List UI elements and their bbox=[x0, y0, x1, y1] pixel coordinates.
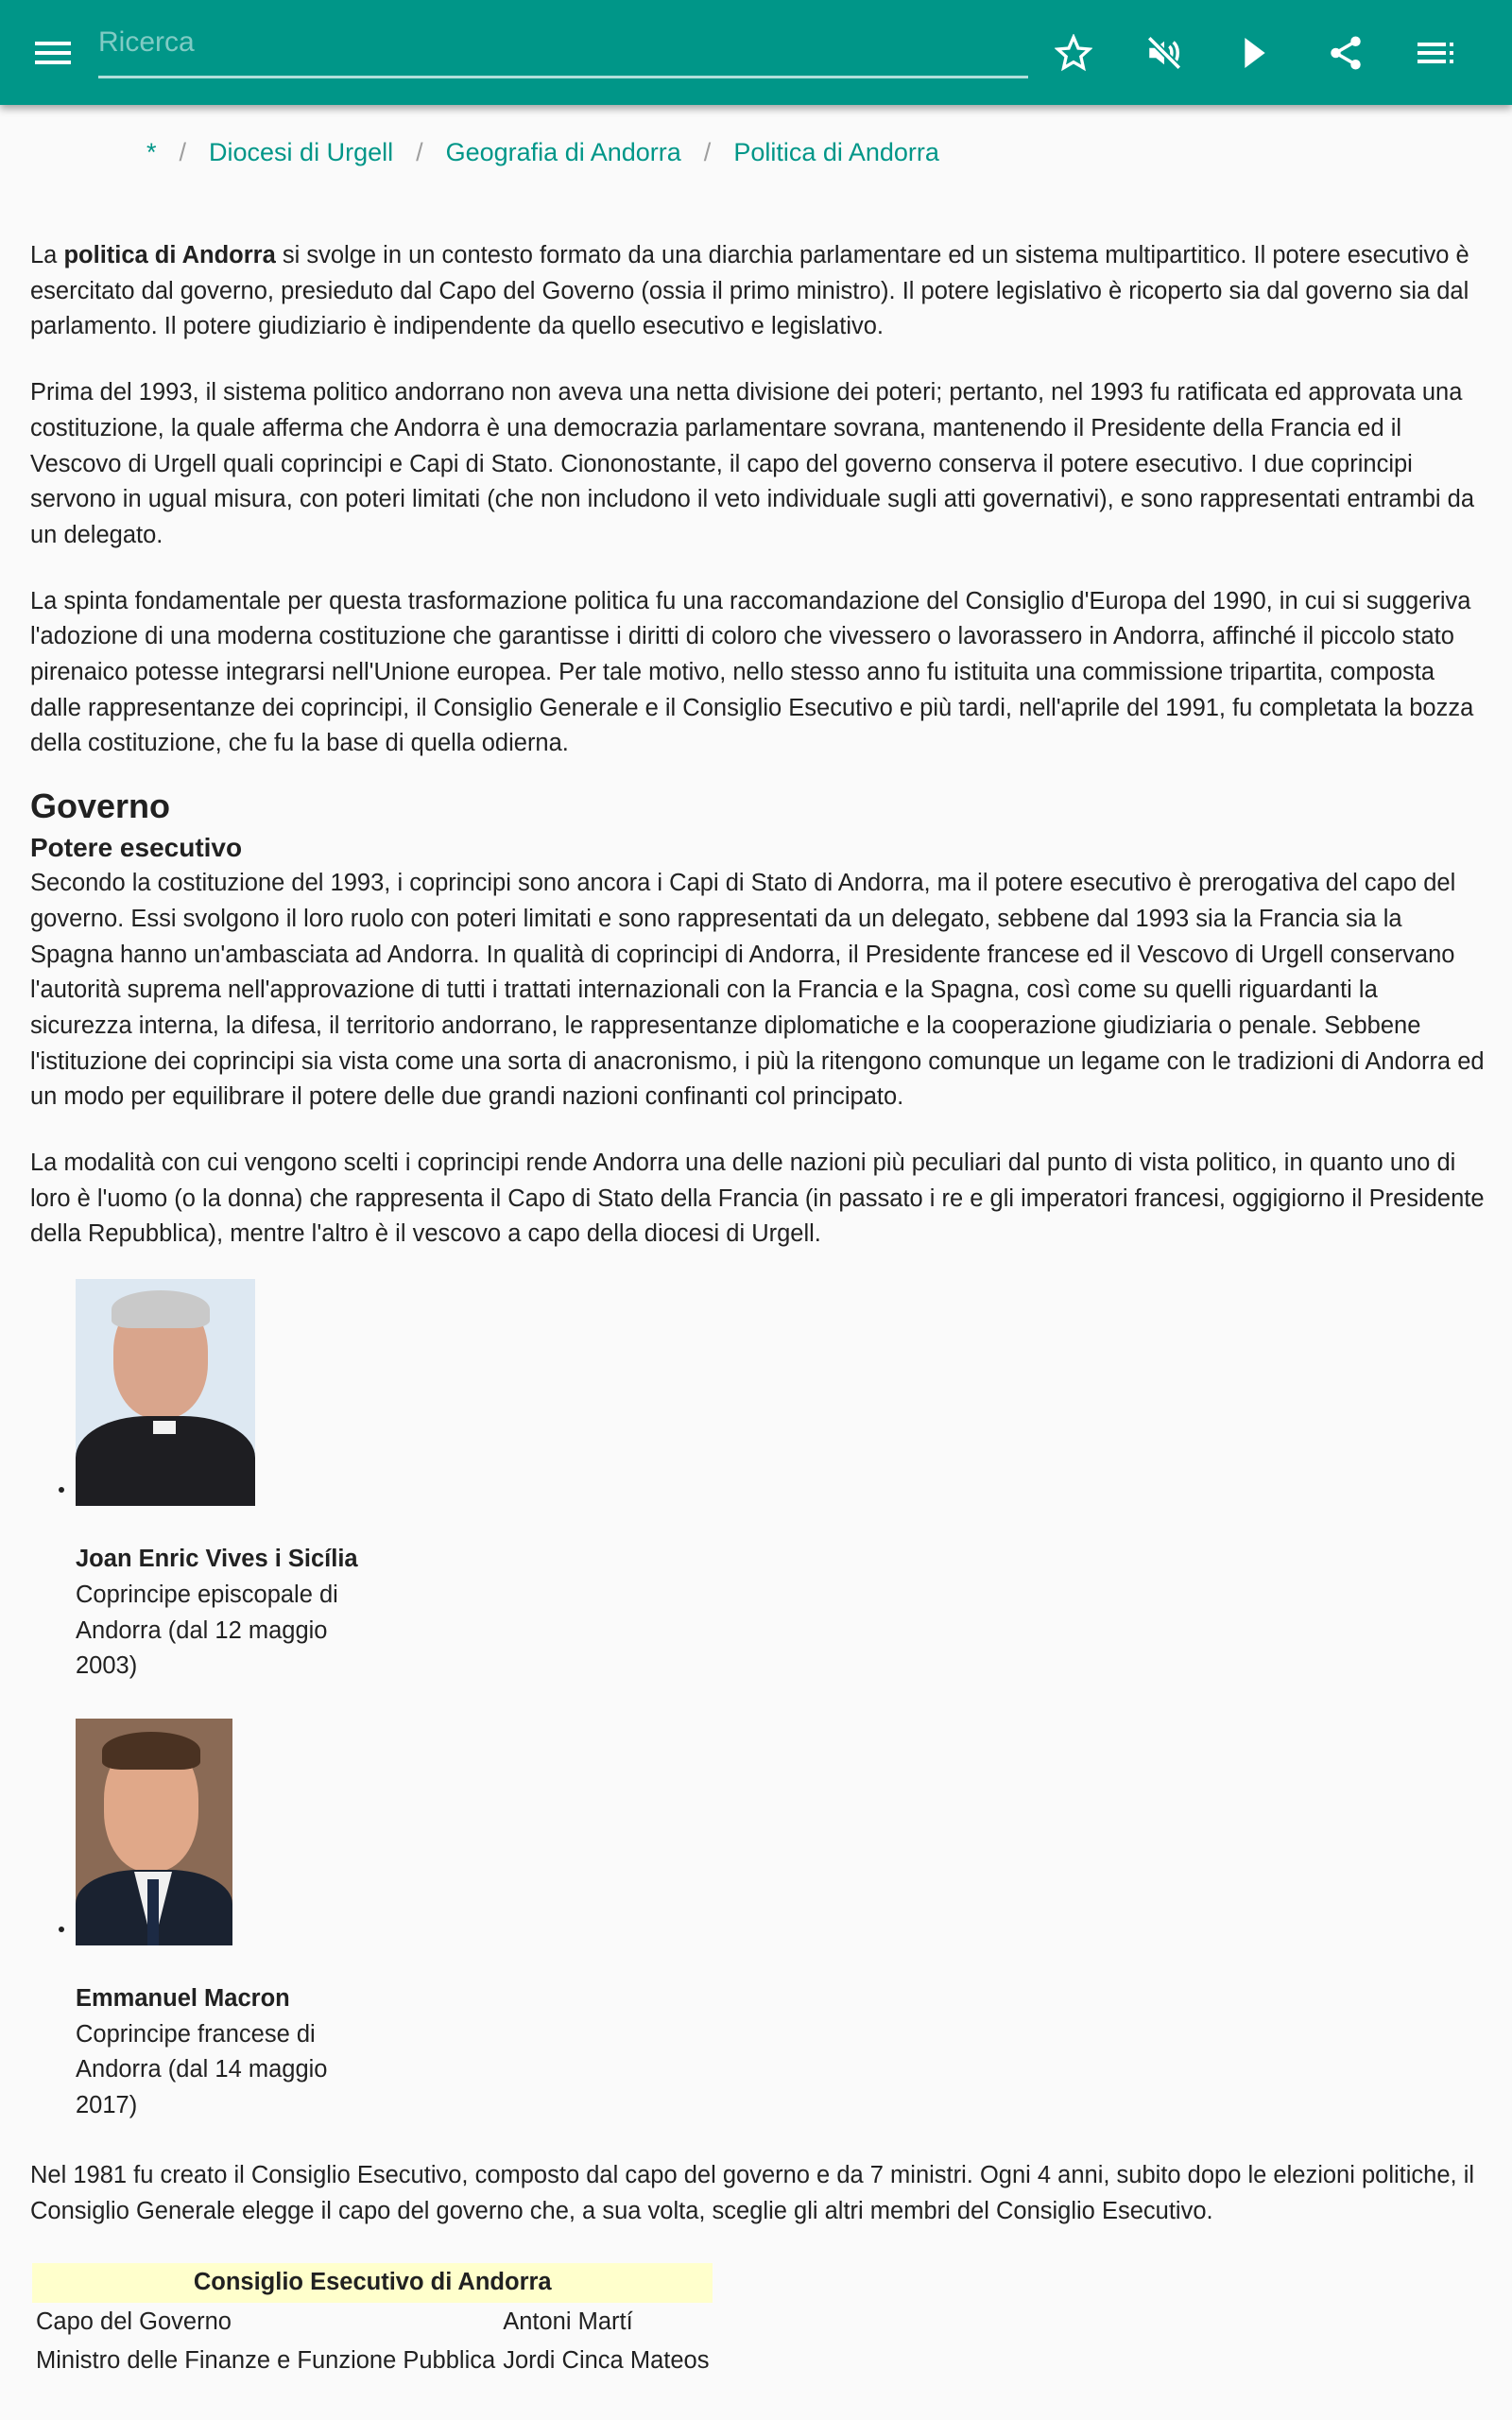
toc-icon[interactable] bbox=[1412, 28, 1461, 78]
governo-paragraph-1: Secondo la costituzione del 1993, i coprincipi sono ancora i Capi di Stato di Andorra, ma il potere esecutivo è prerogativa del capo del governo. Essi svolgono il loro ruolo con poteri limitati e sono rappresentati da un delegato, sebbene dal 1993 sia la Francia sia la Spagna hanno un'ambasciata ad Andorra. In qualità di coprincipi di Andorra, il Presidente francese ed il Vescovo di Urgell conservano l'autorità suprema nell'approvazione di tutti i trattati internazionali con la Francia e la Spagna, così come su quelli riguardanti la sicurezza interna, la difesa, il territorio andorrano, le rappresentanze diplomatiche e la cooperazione giudiziaria o penale. Sebbene l'istituzione dei coprincipi sia vista come una sorta di anacronismo, i più la ritengono comunque un legame con le tradizioni di Andorra ed un modo per equilibrare il potere delle due grandi nazioni confinanti col principato. bbox=[30, 870, 1485, 1111]
intro-paragraph-3: La spinta fondamentale per questa trasformazione politica fu una raccomandazione del Consiglio d'Europa del 1990, in cui si suggeriva l'adozione di una moderna costituzione che garantisse i diritti di coloro che vivessero o lavorassero in Andorra, affinché il piccolo stato pirenaico potesse integrarsi nell'Unione europea. Per tale motivo, nello stesso anno fu istituita una commissione tripartita, composta dalle rappresentanze dei coprincipi, il Consiglio Generale e il Consiglio Esecutivo e più tardi, nell'aprile del 1991, fu completata la bozza della costituzione, che fu la base di quella odierna. bbox=[30, 587, 1474, 757]
gallery-description: Coprincipe episcopale di Andorra (dal 12 maggio 2003) bbox=[76, 1581, 338, 1680]
table-title: Consiglio Esecutivo di Andorra bbox=[32, 2263, 713, 2303]
star-icon[interactable] bbox=[1049, 28, 1098, 78]
breadcrumb-separator: / bbox=[416, 138, 423, 166]
person-cell[interactable]: Jordi Cinca Mateos bbox=[503, 2346, 710, 2374]
person-cell[interactable]: Antoni Martí bbox=[503, 2308, 633, 2335]
breadcrumb bbox=[146, 138, 939, 167]
table-row bbox=[32, 2342, 713, 2380]
volume-off-icon[interactable] bbox=[1140, 28, 1189, 78]
menu-icon[interactable] bbox=[28, 34, 77, 72]
executive-council-table bbox=[32, 2263, 713, 2380]
coprinces-gallery bbox=[30, 1279, 1486, 2124]
search-input[interactable] bbox=[98, 23, 1028, 62]
text: La bbox=[30, 242, 64, 268]
breadcrumb-separator: / bbox=[703, 138, 712, 166]
intro-paragraph-2: Prima del 1993, il sistema politico andorrano non aveva una netta divisione dei poteri; pertanto, nel 1993 fu ratificata ed approvata una costituzione, la quale afferma che Andorra è una democrazia parlamentare sovrana, mantenendo il Presidente della Francia ed il Vescovo di Urgell quali coprincipi e Capi di Stato. Ciononostante, il capo del governo conserva il potere esecutivo. I due coprincipi servono in ugual misura, con poteri limitati (che non includono il veto individuale sugli atti governativi), e sono rappresentati entrambi da un delegato. bbox=[30, 379, 1475, 548]
share-icon[interactable] bbox=[1321, 28, 1370, 78]
portrait-image-macron[interactable] bbox=[76, 1719, 232, 1945]
intro-paragraph-1 bbox=[30, 238, 1486, 345]
gallery-item bbox=[76, 1279, 1486, 1685]
gallery-name: • Joan Enric Vives i Sicília bbox=[76, 1546, 358, 1573]
top-app-bar bbox=[0, 0, 1512, 105]
breadcrumb-home[interactable]: * bbox=[146, 138, 157, 166]
text: si svolge in un contesto formato da una diarchia parlamentare ed un sistema multipartitico. Il potere esecutivo è esercitato dal governo, presieduto dal Capo del Governo (ossia il primo ministro). Il potere legislativo è ricoperto sia dal governo sia dal parlamento. Il potere giudiziario è indipendente da quello esecutivo e legislativo. bbox=[30, 242, 1469, 340]
breadcrumb-geografia-di-andorra[interactable]: Geografia di Andorra bbox=[445, 138, 681, 166]
breadcrumb-diocesi-di-urgell[interactable]: Diocesi di Urgell bbox=[209, 138, 394, 166]
role-cell: Ministro delle Finanze e Funzione Pubblica bbox=[36, 2346, 496, 2374]
article-subject: politica di Andorra bbox=[63, 242, 276, 268]
section-heading-governo: Governo bbox=[30, 786, 171, 826]
gallery-item bbox=[76, 1719, 1486, 2124]
gallery-name: • Emmanuel Macron bbox=[76, 1984, 290, 2012]
portrait-image-vives[interactable] bbox=[76, 1279, 255, 1506]
governo-paragraph-2: La modalità con cui vengono scelti i coprincipi rende Andorra una delle nazioni più peculiari dal punto di vista politico, in quanto uno di loro è l'uomo (o la donna) che rappresenta il Capo di Stato della Francia (in passato i re e gli imperatori francesi, oggigiorno il Presidente della Repubblica), mentre l'altro è il vescovo a capo della diocesi di Urgell. bbox=[30, 1150, 1485, 1248]
subsection-heading-potere-esecutivo: Potere esecutivo bbox=[30, 833, 243, 863]
breadcrumb-politica-di-andorra[interactable]: Politica di Andorra bbox=[733, 138, 939, 166]
role-cell: Capo del Governo bbox=[36, 2308, 232, 2335]
breadcrumb-separator: / bbox=[179, 138, 187, 166]
gallery-caption bbox=[76, 1542, 359, 1685]
article-content bbox=[30, 238, 1486, 2380]
gallery-description: Coprincipe francese di Andorra (dal 14 maggio 2017) bbox=[76, 2020, 328, 2119]
governo-paragraph-3: Nel 1981 fu creato il Consiglio Esecutivo, composto dal capo del governo e da 7 ministri. Ogni 4 anni, subito dopo le elezioni politiche, il Consiglio Generale elegge il capo del governo che, a sua volta, sceglie gli altri membri del Consiglio Esecutivo. bbox=[30, 2161, 1475, 2224]
play-icon[interactable] bbox=[1230, 28, 1280, 78]
search-field[interactable] bbox=[98, 23, 1028, 78]
gallery-caption bbox=[76, 1981, 359, 2124]
table-row bbox=[32, 2303, 713, 2342]
